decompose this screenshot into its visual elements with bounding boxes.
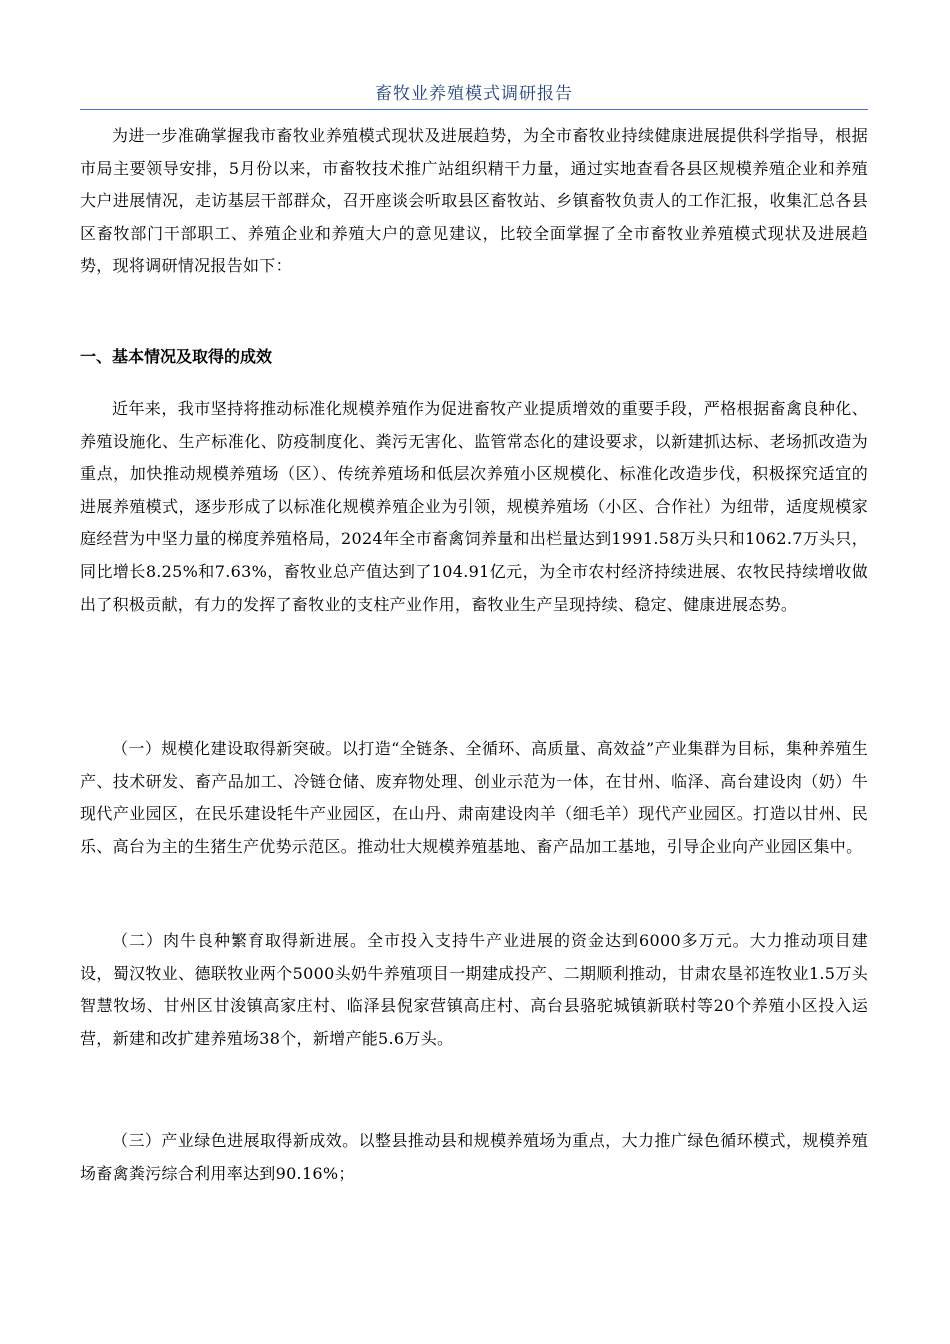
section-heading-basic-situation: 一、基本情况及取得的成效: [80, 347, 273, 366]
intro-paragraph: 为进一步准确掌握我市畜牧业养殖模式现状及进展趋势，为全市畜牧业持续健康进展提供科学指导，根据市局主要领导安排，5月份以来，市畜牧技术推广站组织精干力量，通过实地查看各县区规模养殖企业和养殖大户进展情况，走访基层干部群众，召开座谈会听取县区畜牧站、乡镇畜牧负责人的工作汇报，收集汇总各县区畜牧部门干部职工、养殖企业和养殖大户的意见建议，比较全面掌握了全市畜牧业养殖模式现状及进展趋势，现将调研情况报告如下：: [80, 126, 868, 276]
item-paragraph-3: （三）产业绿色进展取得新成效。以整县推动县和规模养殖场为重点，大力推广绿色循环模式，规模养殖场畜禽粪污综合利用率达到90.16%；: [80, 1131, 868, 1183]
item-paragraph-1: （一）规模化建设取得新突破。以打造“全链条、全循环、高质量、高效益”产业集群为目标，集种养殖生产、技术研发、畜产品加工、冷链仓储、废弃物处理、创业示范为一体，在甘州、临泽、高台建设肉（奶）牛现代产业园区，在民乐建设牦牛产业园区，在山丹、肃南建设肉羊（细毛羊）现代产业园区。打造以甘州、民乐、高台为主的生猪生产优势示范区。推动壮大规模养殖基地、畜产品加工基地，引导企业向产业园区集中。: [80, 739, 868, 856]
document-title: 畜牧业养殖模式调研报告: [375, 84, 573, 104]
section1-paragraph: 近年来，我市坚持将推动标准化规模养殖作为促进畜牧产业提质增效的重要手段，严格根据畜禽良种化、养殖设施化、生产标准化、防疫制度化、粪污无害化、监管常态化的建设要求，以新建抓达标、老场抓改造为重点，加快推动规模养殖场（区）、传统养殖场和低层次养殖小区规模化、标准化改造步伐，积极探究适宜的进展养殖模式，逐步形成了以标准化规模养殖企业为引领，规模养殖场（小区、合作社）为纽带，适度规模家庭经营为中坚力量的梯度养殖格局，2024年全市畜禽饲养量和出栏量达到1991.58万头只和1062.7万头只，同比增长8.25%和7.63%，畜牧业总产值达到了104.91亿元，为全市农村经济持续进展、农牧民持续增收做出了积极贡献，有力的发挥了畜牧业的支柱产业作用，畜牧业生产呈现持续、稳定、健康进展态势。: [80, 399, 868, 614]
title-underline: [80, 109, 868, 110]
item-paragraph-2: （二）肉牛良种繁育取得新进展。全市投入支持牛产业进展的资金达到6000多万元。大力推动项目建设，蜀汉牧业、德联牧业两个5000头奶牛养殖项目一期建成投产、二期顺利推动，甘肃农垦祁连牧业1.5万头智慧牧场、甘州区甘浚镇高家庄村、临泽县倪家营镇高庄村、高台县骆驼城镇新联村等20个养殖小区投入运营，新建和改扩建养殖场38个，新增产能5.6万头。: [80, 931, 868, 1048]
